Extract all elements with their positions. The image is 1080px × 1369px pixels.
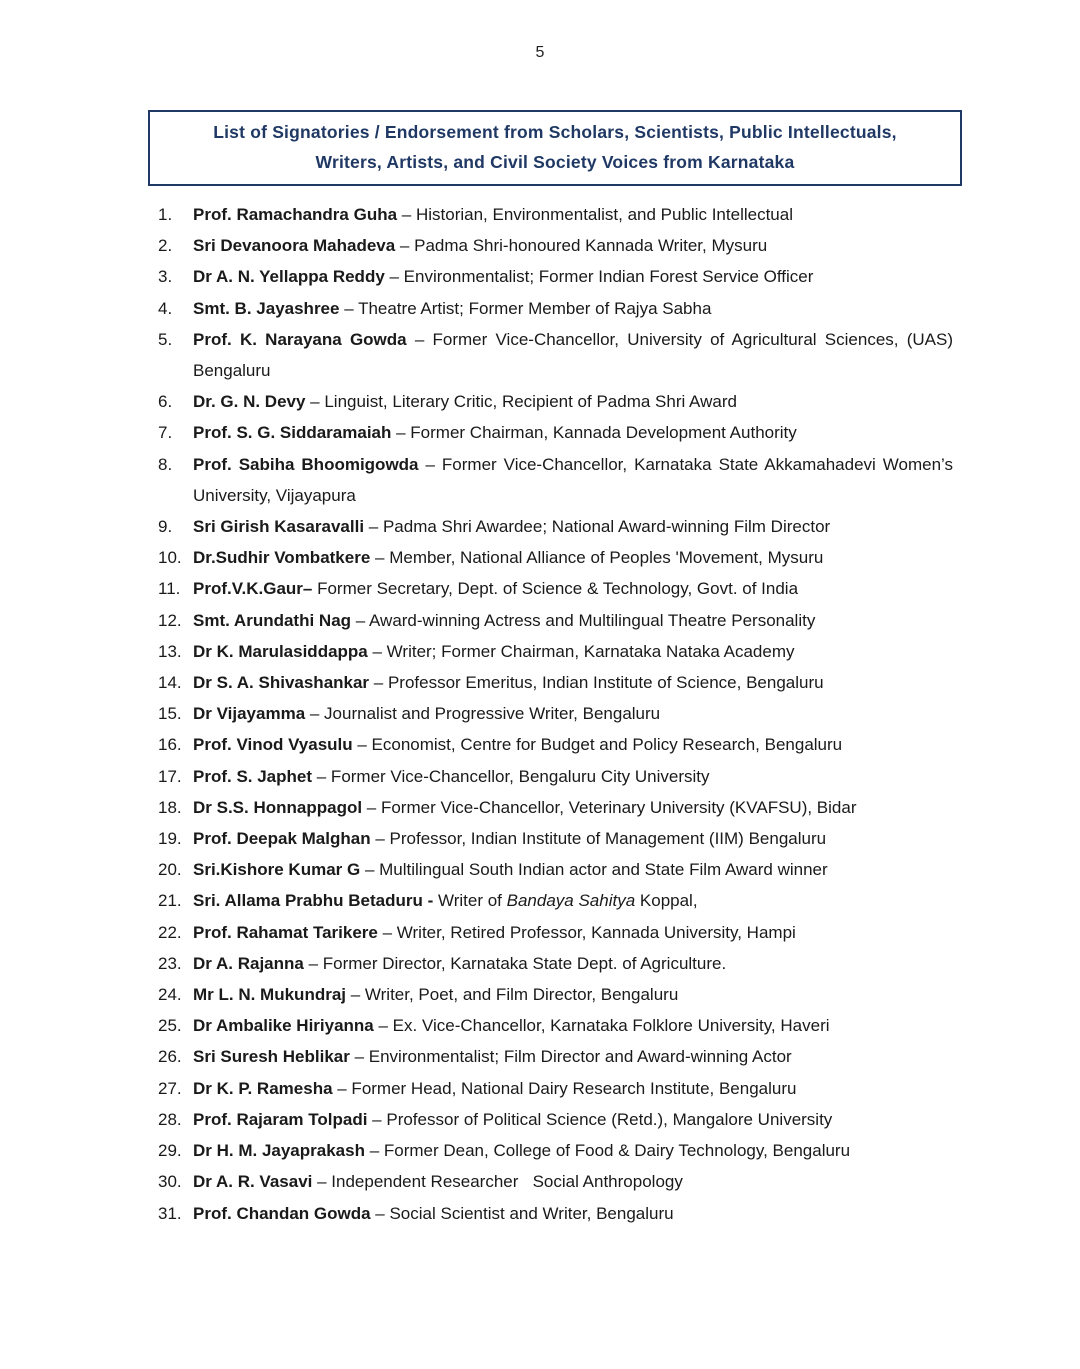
signatory-description: – Environmentalist; Film Director and Award-winning Actor: [349, 1047, 792, 1067]
list-item-number: 10.: [158, 548, 182, 568]
list-item-text: [193, 1073, 953, 1104]
list-item-text: [193, 293, 953, 324]
signatory-name: Prof. Rajaram Tolpadi: [193, 1109, 368, 1129]
list-item-text: [193, 449, 953, 511]
list-item-number: 17.: [158, 766, 182, 786]
signatory-name: Dr Ambalike Hiriyanna: [193, 1016, 374, 1036]
list-item-text: [193, 324, 953, 386]
list-item: [158, 854, 953, 885]
list-item-text: [193, 729, 953, 760]
signatory-name: Dr. G. N. Devy: [193, 392, 306, 412]
list-item-text: [193, 1135, 953, 1166]
list-item-number: 26.: [158, 1047, 182, 1067]
list-item-number: 12.: [158, 610, 182, 630]
list-item-number: 9.: [158, 517, 173, 537]
list-item: [158, 605, 953, 636]
list-item-number: 30.: [158, 1172, 182, 1192]
list-item: [158, 1041, 953, 1072]
list-item-text: [193, 823, 953, 854]
list-item: [158, 511, 953, 542]
list-item: [158, 1198, 953, 1229]
list-item-number: 6.: [158, 392, 173, 412]
signatory-description: – Member, National Alliance of Peoples 'Movement, Mysuru: [370, 548, 824, 568]
signatory-description: – Former Dean, College of Food & Dairy Technology, Bengaluru: [364, 1141, 851, 1161]
signatory-name: Prof. S. G. Siddaramaiah: [193, 423, 392, 443]
signatory-description: – Independent Researcher Social Anthropology: [312, 1172, 683, 1192]
signatory-description: – Former Vice-Chancellor, Karnataka State Akkamahadevi Women’s University, Vijayapura: [193, 454, 953, 505]
signatory-name: Dr Vijayamma: [193, 704, 306, 724]
list-item: [158, 324, 953, 386]
signatory-name: Prof.V.K.Gaur–: [193, 579, 313, 599]
list-item-text: [193, 230, 953, 261]
list-item-text: [193, 792, 953, 823]
list-item-number: 18.: [158, 797, 182, 817]
signatory-description: – Former Vice-Chancellor, Bengaluru City University: [312, 766, 710, 786]
list-item-text: [193, 854, 953, 885]
signatory-description: – Former Director, Karnataka State Dept. of Agriculture.: [303, 953, 727, 973]
list-item-number: 8.: [158, 454, 173, 474]
list-item: [158, 698, 953, 729]
list-item-text: [193, 386, 953, 417]
signatory-name: Prof. Ramachandra Guha: [193, 205, 398, 224]
title-line-1: List of Signatories / Endorsement from Scholars, Scientists, Public Intellectuals,: [213, 122, 897, 142]
signatory-name: Prof. Rahamat Tarikere: [193, 922, 378, 942]
list-item-number: 29.: [158, 1141, 182, 1161]
signatory-description: Koppal,: [635, 891, 698, 911]
list-item-text: [193, 667, 953, 698]
list-item-text: [193, 199, 953, 230]
list-item-number: 22.: [158, 922, 182, 942]
signatory-description: Writer of: [433, 891, 507, 911]
signatory-description: – Writer, Poet, and Film Director, Bengaluru: [346, 985, 679, 1005]
list-item-number: 5.: [158, 329, 173, 349]
list-item-number: 15.: [158, 704, 182, 724]
signatory-name: Dr S.S. Honnappagol: [193, 797, 363, 817]
signatory-name: Sri Devanoora Mahadeva: [193, 236, 396, 256]
list-item-text: [193, 917, 953, 948]
signatory-description: – Multilingual South Indian actor and State Film Award winner: [360, 860, 828, 880]
list-item-number: 28.: [158, 1109, 182, 1129]
signatory-description: – Historian, Environmentalist, and Public Intellectual: [397, 205, 793, 224]
signatory-name: Smt. Arundathi Nag: [193, 610, 352, 630]
signatory-name: Prof. Deepak Malghan: [193, 829, 371, 849]
signatory-description: – Padma Shri Awardee; National Award-winning Film Director: [364, 517, 831, 537]
signatory-name: Dr K. P. Ramesha: [193, 1078, 333, 1098]
signatory-description: – Former Head, National Dairy Research Institute, Bengaluru: [332, 1078, 797, 1098]
signatory-description: – Ex. Vice-Chancellor, Karnataka Folklore University, Haveri: [373, 1016, 830, 1036]
title-line-2: Writers, Artists, and Civil Society Voices from Karnataka: [315, 152, 795, 172]
list-item-number: 3.: [158, 267, 173, 287]
list-item: [158, 1135, 953, 1166]
signatory-name: Dr S. A. Shivashankar: [193, 673, 370, 693]
list-item-text: [193, 542, 953, 573]
signatory-description: – Padma Shri-honoured Kannada Writer, Mysuru: [395, 236, 768, 256]
list-item: [158, 729, 953, 760]
list-item-number: 7.: [158, 423, 173, 443]
signatory-description: – Linguist, Literary Critic, Recipient of Padma Shri Award: [305, 392, 737, 412]
signatory-description: – Award-winning Actress and Multilingual Theatre Personality: [351, 610, 816, 630]
signatory-name: Smt. B. Jayashree: [193, 298, 340, 318]
signatory-description: – Former Vice-Chancellor, Veterinary University (KVAFSU), Bidar: [362, 797, 857, 817]
list-item: [158, 542, 953, 573]
list-item-number: 14.: [158, 673, 182, 693]
list-item: [158, 449, 953, 511]
list-item: [158, 261, 953, 292]
signatory-description: – Environmentalist; Former Indian Forest Service Officer: [384, 267, 814, 287]
signatory-name: Dr.Sudhir Vombatkere: [193, 548, 371, 568]
signatory-name: Dr H. M. Jayaprakash: [193, 1141, 365, 1161]
list-item: [158, 761, 953, 792]
list-item-number: 1.: [158, 205, 173, 224]
list-item: [158, 417, 953, 448]
list-item-text: [193, 511, 953, 542]
list-item: [158, 1073, 953, 1104]
list-item-text: [193, 698, 953, 729]
signatory-description: – Professor, Indian Institute of Management (IIM) Bengaluru: [370, 829, 827, 849]
list-item-number: 13.: [158, 641, 182, 661]
list-item-text: [193, 1166, 953, 1197]
signatory-name: Sri.Kishore Kumar G: [193, 860, 361, 880]
signatory-name: Prof. K. Narayana Gowda: [193, 329, 407, 349]
list-item: [158, 979, 953, 1010]
list-item-text: [193, 573, 953, 604]
signatory-name: Prof. Chandan Gowda: [193, 1203, 371, 1223]
list-item: [158, 386, 953, 417]
list-item-text: [193, 1041, 953, 1072]
list-item: [158, 636, 953, 667]
list-item-text: [193, 761, 953, 792]
list-item: [158, 1010, 953, 1041]
signatory-description: Former Secretary, Dept. of Science & Technology, Govt. of India: [312, 579, 799, 599]
signatory-description: – Former Vice-Chancellor, University of Agricultural Sciences, (UAS) Bengaluru: [193, 329, 953, 381]
signatory-name: Dr A. N. Yellappa Reddy: [193, 267, 385, 287]
list-item-number: 11.: [158, 579, 181, 599]
signatory-name: Sri. Allama Prabhu Betaduru -: [193, 891, 434, 911]
list-item-number: 25.: [158, 1016, 182, 1036]
list-item-text: [193, 636, 953, 667]
list-item-number: 24.: [158, 985, 182, 1005]
signatory-name: Prof. Sabiha Bhoomigowda: [193, 454, 419, 474]
list-item: [158, 823, 953, 854]
signatory-name: Prof. S. Japhet: [193, 766, 313, 786]
list-item: [158, 230, 953, 261]
list-item-number: 31.: [158, 1203, 182, 1223]
signatory-description: – Professor of Political Science (Retd.), Mangalore University: [367, 1109, 833, 1129]
list-item-number: 4.: [158, 298, 173, 318]
signatory-description: – Writer, Retired Professor, Kannada University, Hampi: [377, 922, 796, 942]
signatory-description: – Theatre Artist; Former Member of Rajya Sabha: [339, 298, 712, 318]
list-item-number: 27.: [158, 1078, 182, 1098]
signatories-list: [158, 199, 953, 1229]
list-item-text: [193, 261, 953, 292]
list-item: [158, 792, 953, 823]
signatory-name: Dr A. R. Vasavi: [193, 1172, 313, 1192]
signatory-name: Mr L. N. Mukundraj: [193, 985, 346, 1005]
signatory-description: – Journalist and Progressive Writer, Bengaluru: [305, 704, 661, 724]
title-box: [148, 110, 962, 186]
list-item-text: [193, 1198, 953, 1229]
list-item-text: [193, 885, 953, 916]
list-item-text: [193, 1104, 953, 1135]
signatory-name: Prof. Vinod Vyasulu: [193, 735, 353, 755]
signatory-description-italic: Bandaya Sahitya: [506, 891, 636, 911]
list-item-number: 20.: [158, 860, 182, 880]
list-item-text: [193, 979, 953, 1010]
list-item-number: 19.: [158, 829, 182, 849]
list-item-number: 21.: [158, 891, 182, 911]
signatory-name: Dr K. Marulasiddappa: [193, 641, 368, 661]
list-item: [158, 293, 953, 324]
list-item-text: [193, 605, 953, 636]
signatory-description: – Writer; Former Chairman, Karnataka Nataka Academy: [367, 641, 795, 661]
list-item-text: [193, 948, 953, 979]
signatory-name: Dr A. Rajanna: [193, 953, 304, 973]
list-item-text: [193, 1010, 953, 1041]
list-item: [158, 948, 953, 979]
signatory-description: – Economist, Centre for Budget and Policy Research, Bengaluru: [352, 735, 843, 755]
signatory-name: Sri Suresh Heblikar: [193, 1047, 350, 1067]
signatory-name: Sri Girish Kasaravalli: [193, 517, 365, 537]
list-item-number: 2.: [158, 236, 173, 256]
list-item: [158, 1104, 953, 1135]
list-item: [158, 573, 953, 604]
signatory-description: – Former Chairman, Kannada Development Authority: [391, 423, 797, 443]
list-item: [158, 199, 953, 230]
list-item-number: 23.: [158, 953, 182, 973]
list-item: [158, 1166, 953, 1197]
page-number: 5: [535, 44, 545, 61]
list-item: [158, 667, 953, 698]
list-item: [158, 885, 953, 916]
list-item: [158, 917, 953, 948]
signatory-description: – Professor Emeritus, Indian Institute of Science, Bengaluru: [369, 673, 824, 693]
list-item-number: 16.: [158, 735, 182, 755]
signatory-description: – Social Scientist and Writer, Bengaluru: [370, 1203, 674, 1223]
list-item-text: [193, 417, 953, 448]
